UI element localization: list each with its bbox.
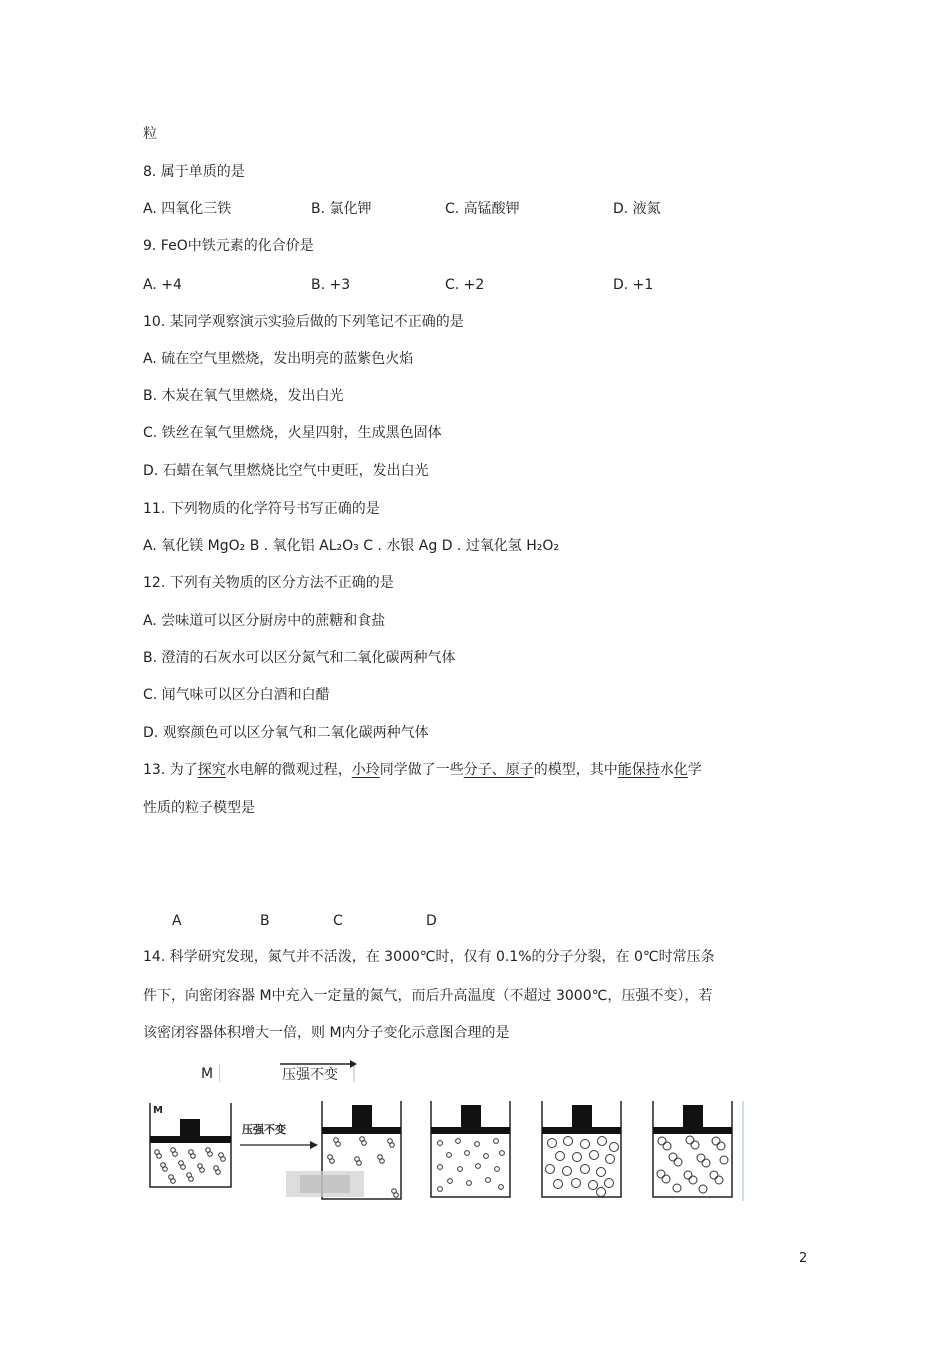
figure-label-divider [219,1064,220,1082]
stem-part-underlined: 能保持 [617,762,660,778]
page-number: 2 [799,1251,808,1266]
question-10-option-b[interactable]: B. 木炭在氧气里燃烧，发出白光 [143,388,344,404]
stem-part: 同学做了一些 [379,762,464,778]
top-fragment: 粒 [143,126,157,142]
question-11-options[interactable]: A. 氧化镁 MgO₂ B . 氧化铝 AL₂O₃ C . 水银 Ag D . 过氧化氢 H₂O₂ [143,538,560,554]
question-14-line3: 该密闭容器体积增大一倍，则 M内分子变化示意图合理的是 [143,1025,510,1041]
container-label-m: M [153,1105,163,1116]
question-14-line2: 件下，向密闭容器 M中充入一定量的氮气，而后升高温度（不超过 3000℃，压强不变），若 [143,988,713,1004]
stem-part-underlined: 化 [673,762,688,778]
question-13-option-b[interactable]: B [260,913,270,929]
question-13-option-c[interactable]: C [333,913,343,929]
question-9-option-b[interactable]: B. +3 [311,277,351,293]
question-9-option-a[interactable]: A. +4 [143,277,182,293]
question-10-option-a[interactable]: A. 硫在空气里燃烧，发出明亮的蓝紫色火焰 [143,351,414,367]
container-option-d[interactable] [653,1101,743,1201]
question-8-option-d[interactable]: D. 液氮 [613,201,661,217]
question-9-option-d[interactable]: D. +1 [613,277,654,293]
question-13-option-a[interactable]: A [172,913,182,929]
stem-part: 学 [687,762,702,778]
question-10-option-d[interactable]: D. 石蜡在氧气里燃烧比空气中更旺，发出白光 [143,463,429,479]
stem-part-underlined: 分子、原子 [463,762,534,778]
question-8-option-c[interactable]: C. 高锰酸钾 [445,201,520,217]
question-13-stem [143,761,702,779]
container-option-b[interactable] [431,1101,510,1197]
question-10-option-c[interactable]: C. 铁丝在氧气里燃烧，火星四射，生成黑色固体 [143,425,442,441]
container-diagram [140,1095,760,1210]
question-8-option-b[interactable]: B. 氯化钾 [311,201,372,217]
question-9-stem: 9. FeO中铁元素的化合价是 [143,238,314,254]
question-12-option-c[interactable]: C. 闻气味可以区分白酒和白醋 [143,687,330,703]
question-11-stem: 11. 下列物质的化学符号书写正确的是 [143,501,380,517]
question-8-option-a[interactable]: A. 四氧化三铁 [143,201,232,217]
figure-label-m: M [201,1066,214,1082]
arrow-label-text: 压强不变 [282,1067,338,1083]
stem-part: 水电解的微观过程， [225,762,352,778]
question-12-stem: 12. 下列有关物质的区分方法不正确的是 [143,575,394,591]
question-13-stem-line2: 性质的粒子模型是 [143,800,255,816]
question-12-option-a[interactable]: A. 尝味道可以区分厨房中的蔗糖和食盐 [143,613,386,629]
stem-part: 水 [659,762,674,778]
container-option-c[interactable] [542,1101,621,1197]
question-9-option-c[interactable]: C. +2 [445,277,485,293]
question-8-stem: 8. 属于单质的是 [143,164,245,180]
question-14-line1: 14. 科学研究发现，氮气并不活泼，在 3000℃时，仅有 0.1%的分子分裂，在 0℃时常压条 [143,949,715,965]
question-12-option-b[interactable]: B. 澄清的石灰水可以区分氮气和二氧化碳两种气体 [143,650,456,666]
diagram-arrow-label: 压强不变 [242,1123,286,1136]
container-option-a[interactable] [286,1101,401,1199]
question-12-option-d[interactable]: D. 观察颜色可以区分氧气和二氧化碳两种气体 [143,725,429,741]
stem-part-underlined: 小玲 [351,762,380,778]
stem-part: 的模型，其中 [533,762,618,778]
container-original [150,1103,231,1187]
stem-part-underlined: 探究 [197,762,226,778]
stem-part: 13. 为了 [143,762,198,778]
question-10-stem: 10. 某同学观察演示实验后做的下列笔记不正确的是 [143,314,464,330]
question-13-option-d[interactable]: D [426,913,437,929]
